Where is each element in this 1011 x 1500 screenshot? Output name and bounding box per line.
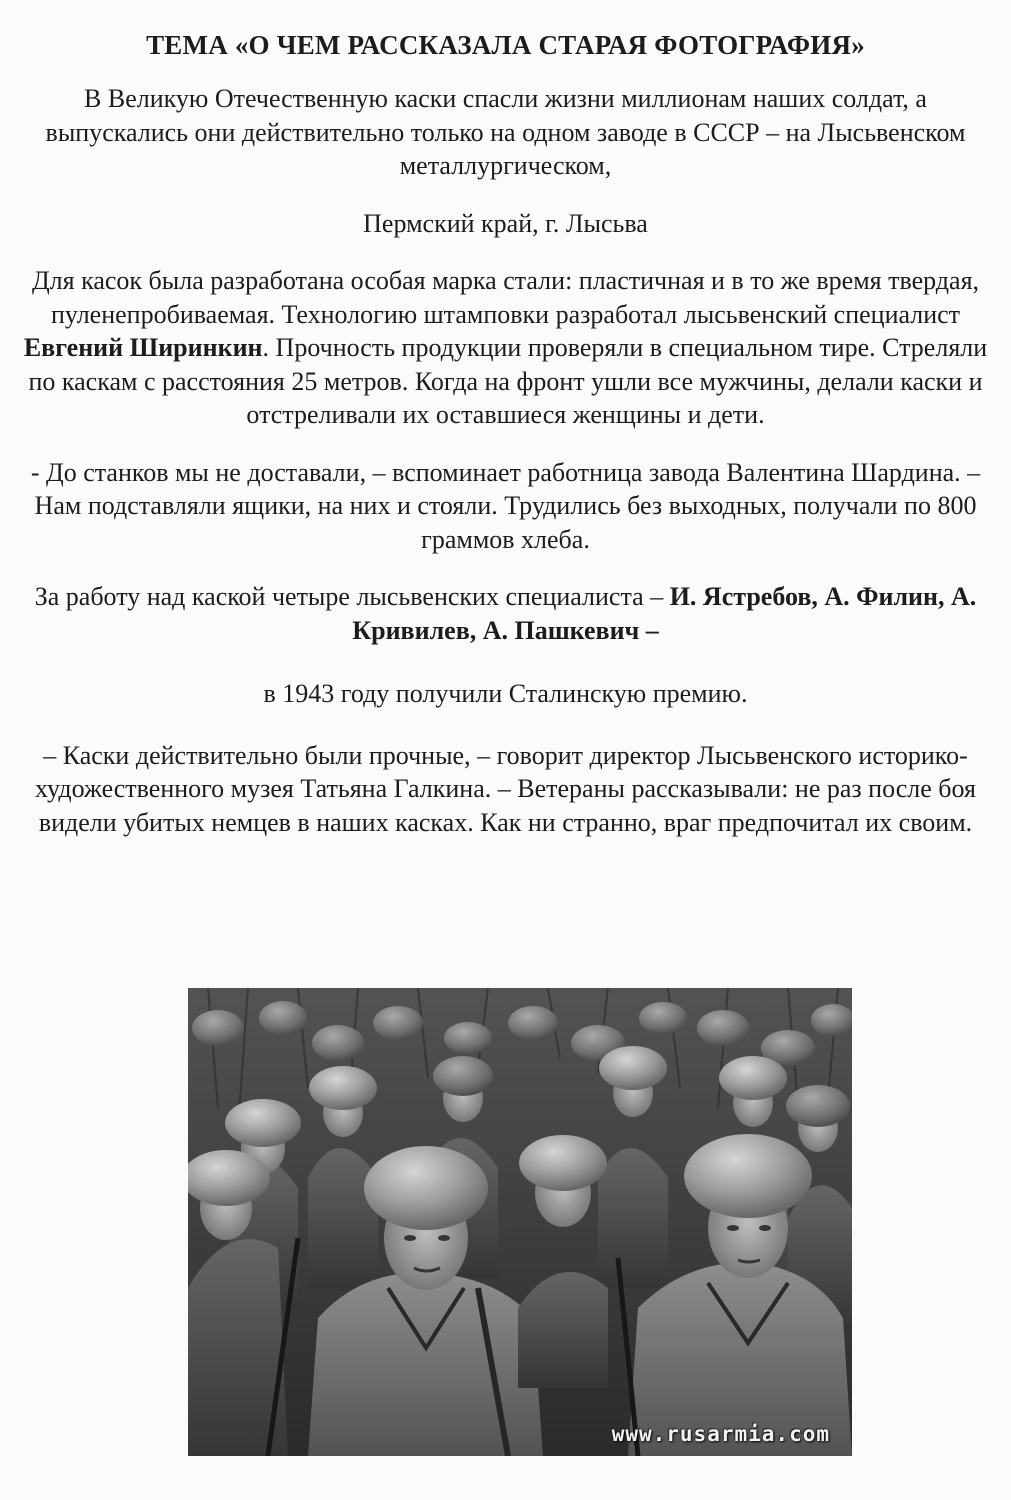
award-names: И. Ястребов, А. Филин, А. Кривилев, А. Пашкевич – (352, 582, 977, 645)
paragraph-quote-worker: - До станков мы не доставали, – вспоминает работница завода Валентина Шардина. – Нам подставляли ящики, на них и стояли. Трудились без выходных, получали по 800 граммов хлеба. (30, 457, 981, 554)
award-text-before: За работу над каской четыре лысьвенских специалиста – (34, 582, 670, 611)
paragraph-intro: В Великую Отечественную каски спасли жизни миллионам наших солдат, а выпускались они действительно только на одном заводе в СССР – на Лысьвенском металлургическом, (45, 84, 966, 180)
paragraph-quote-museum: – Каски действительно были прочные, – говорит директор Лысьвенского историко-художественного музея Татьяна Галкина. – Ветераны рассказывали: не раз после боя видели убитых немцев в наших касках. Как ни странно, враг предпочитал их своим. (35, 740, 976, 837)
specialist-name: Евгений Ширинкин (23, 333, 263, 362)
paragraph-steel (18, 264, 993, 432)
document-title: ТЕМА «О ЧЕМ РАССКАЗАЛА СТАРАЯ ФОТОГРАФИЯ» (146, 30, 865, 60)
steel-text-before: Для касок была разработана особая марка стали: пластичная и в то же время твердая, пуленепробиваемая. Технологию штамповки разработал лысьвенский специалист (31, 266, 980, 329)
soldiers-photo-image (188, 988, 852, 1456)
paragraph-prize: в 1943 году получили Сталинскую премию. (263, 679, 748, 708)
steel-text-after: . Прочность продукции проверяли в специальном тире. Стреляли по каскам с расстояния 25 метров. Когда на фронт ушли все мужчины, делали каски и отстреливали их оставшиеся женщины и дети. (28, 333, 988, 429)
photo-watermark: www.rusarmia.com (611, 1422, 830, 1446)
paragraph-location: Пермский край, г. Лысьва (363, 208, 648, 238)
paragraph-award (18, 580, 993, 647)
soldiers-photo (188, 988, 852, 1456)
